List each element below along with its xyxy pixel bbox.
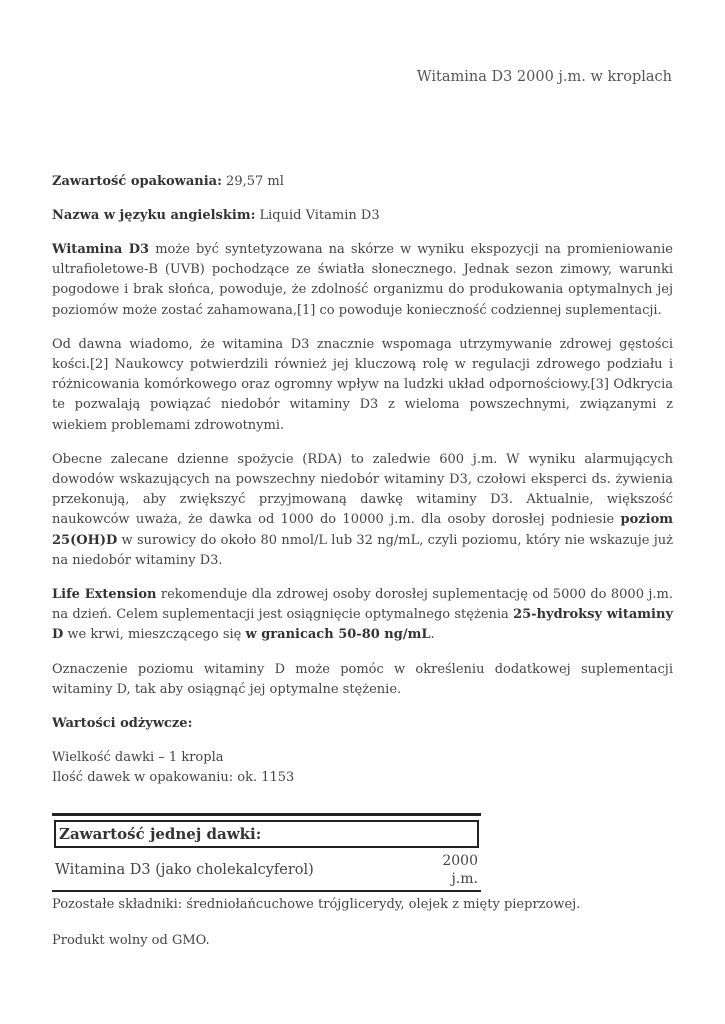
package-contents-label: Zawartość opakowania:: [52, 174, 222, 189]
ingredient-amount: 2000 j.m.: [442, 853, 478, 888]
brand-name: Life Extension: [52, 587, 157, 603]
package-contents-value: 29,57 ml: [226, 174, 284, 189]
nutrition-heading: Wartości odżywcze:: [52, 716, 193, 732]
table-row: [52, 848, 481, 890]
range-term: w granicach 50-80 ng/mL: [245, 627, 431, 643]
paragraph-bone-health: Od dawna wiadomo, że witamina D3 znacznie wspomaga utrzymywanie zdrowej gęstości kości.[2] Naukowcy potwierdzili również jej kluczową rolę w regulacji zdrowego podziału i różnicowania komórkowego oraz ogromny wpływ na ludzki układ odpornościowy.[3] Odkrycia te pozwalają powiązać niedobór witaminy D3 z wieloma powszechnymi, związanymi z wiekiem problemami zdrowotnymi.: [52, 336, 673, 433]
paragraph-recommendation: Life Extension rekomenduje dla zdrowej osoby dorosłej suplementację od 5000 do 8000 j.m. na dzień. Celem suplementacji jest osiągnięcie optymalnego stężenia 25-hydroksy witaminy D we krwi, mieszczącego się w granicach 50-80 ng/mL.: [52, 587, 673, 643]
servings-per-container: Ilość dawek w opakowaniu: ok. 1153: [52, 770, 295, 786]
hydroxy-vitamin-term: 25-hydroksy witaminy D: [52, 607, 673, 643]
paragraph-rda: Obecne zalecane dzienne spożycie (RDA) to zaledwie 600 j.m. W wyniku alarmujących dowodów wskazujących na powszechny niedobór witaminy D3, czołowi eksperci ds. żywienia przekonują, aby zwiększyć przyjmowaną dawkę witaminy D3. Aktualnie, większość naukowców uważa, że dawka od 1000 do 10000 j.m. dla osoby dorosłej podniesie poziom 25(OH)D w surowicy do około 80 nmol/L lub 32 ng/mL, czyli poziomu, który nie wskazuje już na niedobór witaminy D3.: [52, 451, 673, 568]
level-25ohd-term: poziom 25(OH)D: [52, 512, 673, 548]
supplement-facts-table: [52, 813, 481, 892]
product-description: [52, 172, 673, 965]
document-title: Witamina D3 2000 j.m. w kroplach: [416, 69, 672, 85]
gmo-free-note: Produkt wolny od GMO.: [52, 933, 210, 949]
english-name-label: Nazwa w języku angielskim:: [52, 208, 256, 223]
serving-size: Wielkość dawki – 1 kropla: [52, 750, 224, 766]
paragraph-testing: Oznaczenie poziomu witaminy D może pomóc w określeniu dodatkowej suplementacji witaminy D, tak aby osiągnąć jej optymalne stężenie.: [52, 661, 673, 697]
ingredient-name: Witamina D3 (jako cholekalcyferol): [55, 862, 314, 879]
english-name: [52, 206, 673, 226]
other-ingredients: Pozostałe składniki: średniołańcuchowe trójglicerydy, olejek z mięty pieprzowej.: [52, 897, 581, 913]
english-name-value: Liquid Vitamin D3: [259, 208, 380, 223]
supplement-facts-heading: Zawartość jednej dawki:: [54, 820, 479, 848]
vitamin-d3-term: Witamina D3: [52, 242, 150, 257]
package-contents: [52, 172, 673, 192]
paragraph-synthesis: Witamina D3 może być syntetyzowana na skórze w wyniku ekspozycji na promieniowanie ultrafioletowe-B (UVB) pochodzące ze światła słonecznego. Jednak sezon zimowy, warunki pogodowe i brak słońca, powoduje, że zdolność organizmu do produkowania optymalnych jej poziomów może zostać zahamowana,[1] co powoduje konieczność codziennej suplementacji.: [52, 242, 673, 318]
serving-info: [52, 748, 673, 788]
